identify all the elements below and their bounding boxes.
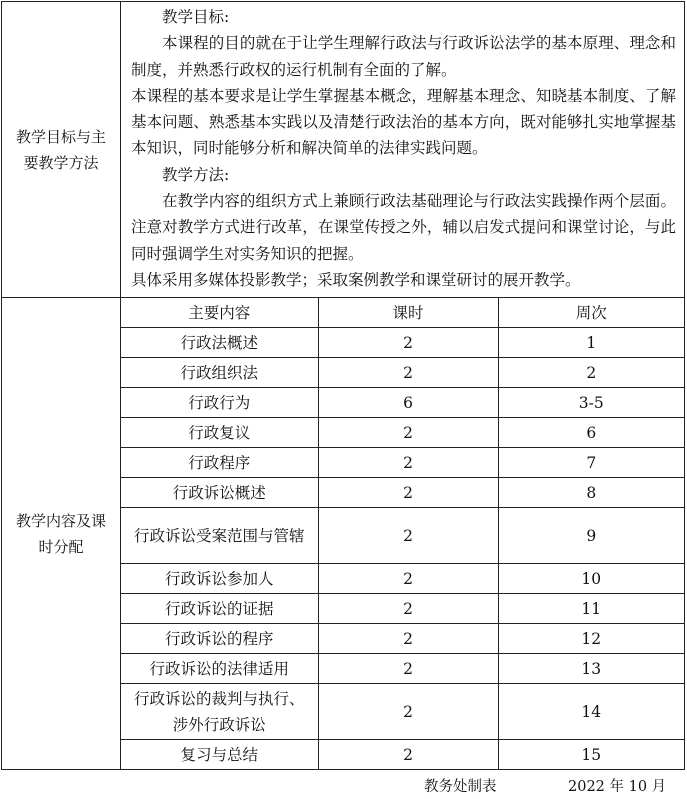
course-week: 13 [498,654,684,684]
schedule-content-cell [121,298,685,770]
course-hours: 2 [318,358,498,388]
course-hours: 2 [318,740,498,770]
course-topic: 行政诉讼参加人 [121,564,318,594]
header-week: 周次 [498,298,684,328]
course-week: 9 [498,508,684,564]
schedule-row-item [121,478,684,508]
course-hours: 2 [318,654,498,684]
footer-date: 2022 年 10 月 [568,779,667,795]
schedule-row-item [121,564,684,594]
course-week: 15 [498,740,684,770]
course-week: 1 [498,328,684,358]
goals-label-cell [2,2,121,298]
schedule-table [121,298,684,769]
schedule-section-label: 教学内容及课时分配 [15,511,106,556]
methods-heading: 教学方法: [162,165,230,184]
header-content: 主要内容 [121,298,318,328]
course-topic: 行政诉讼受案范围与管辖 [121,508,318,564]
course-hours: 2 [318,478,498,508]
syllabus-table [1,1,685,770]
schedule-row-item [121,740,684,770]
course-hours: 2 [318,328,498,358]
course-topic: 行政复议 [121,418,318,448]
schedule-label-cell [2,298,121,770]
course-hours: 2 [318,594,498,624]
course-hours: 2 [318,684,498,740]
course-topic: 行政法概述 [121,328,318,358]
course-topic: 行政程序 [121,448,318,478]
course-topic: 复习与总结 [121,740,318,770]
methods-paragraph-1: 在教学内容的组织方式上兼顾行政法基础理论与行政法实践操作两个层面。注意对教学方式进行改革，在课堂传授之外，辅以启发式提问和课堂讨论，与此同时强调学生对实务知识的把握。 [131,192,676,263]
course-hours: 2 [318,624,498,654]
course-week: 6 [498,418,684,448]
goals-heading: 教学目标: [162,8,230,26]
course-topic: 行政诉讼的法律适用 [121,654,318,684]
schedule-row [2,298,685,770]
schedule-header-row [121,298,684,328]
footer-issuer: 教务处制表 [424,779,497,795]
course-week: 11 [498,594,684,624]
course-week: 3-5 [498,388,684,418]
schedule-row-item [121,328,684,358]
course-week: 14 [498,684,684,740]
schedule-row-item [121,624,684,654]
course-hours: 2 [318,508,498,564]
schedule-row-item [121,448,684,478]
course-hours: 6 [318,388,498,418]
goals-section-label: 教学目标与主要教学方法 [15,127,106,172]
schedule-row-item [121,388,684,418]
course-week: 8 [498,478,684,508]
schedule-row-item [121,418,684,448]
schedule-row-item [121,594,684,624]
course-hours: 2 [318,564,498,594]
course-week: 12 [498,624,684,654]
schedule-row-item [121,684,684,740]
goals-paragraph-1: 本课程的目的就在于让学生理解行政法与行政诉讼法学的基本原理、理念和制度，并熟悉行政权的运行机制有全面的了解。 [131,34,676,79]
footer [0,772,687,796]
methods-paragraph-2: 具体采用多媒体投影教学；采取案例教学和课堂研讨的展开教学。 [131,270,581,289]
course-hours: 2 [318,448,498,478]
course-topic: 行政诉讼的裁判与执行、涉外行政诉讼 [121,684,318,740]
course-week: 10 [498,564,684,594]
course-topic: 行政组织法 [121,358,318,388]
goals-row [2,2,685,298]
course-topic: 行政行为 [121,388,318,418]
goals-paragraph-2: 本课程的基本要求是让学生掌握基本概念，理解基本理念、知晓基本制度、了解基本问题、熟悉基本实践以及清楚行政法治的基本方向，既对能够扎实地掌握基本知识，同时能够分析和解决简单的法律实践问题。 [131,86,676,158]
goals-content-cell [121,2,685,298]
course-topic: 行政诉讼概述 [121,478,318,508]
schedule-row-item [121,508,684,564]
course-topic: 行政诉讼的程序 [121,624,318,654]
course-week: 7 [498,448,684,478]
schedule-row-item [121,654,684,684]
course-hours: 2 [318,418,498,448]
header-hours: 课时 [318,298,498,328]
course-topic: 行政诉讼的证据 [121,594,318,624]
schedule-row-item [121,358,684,388]
course-week: 2 [498,358,684,388]
